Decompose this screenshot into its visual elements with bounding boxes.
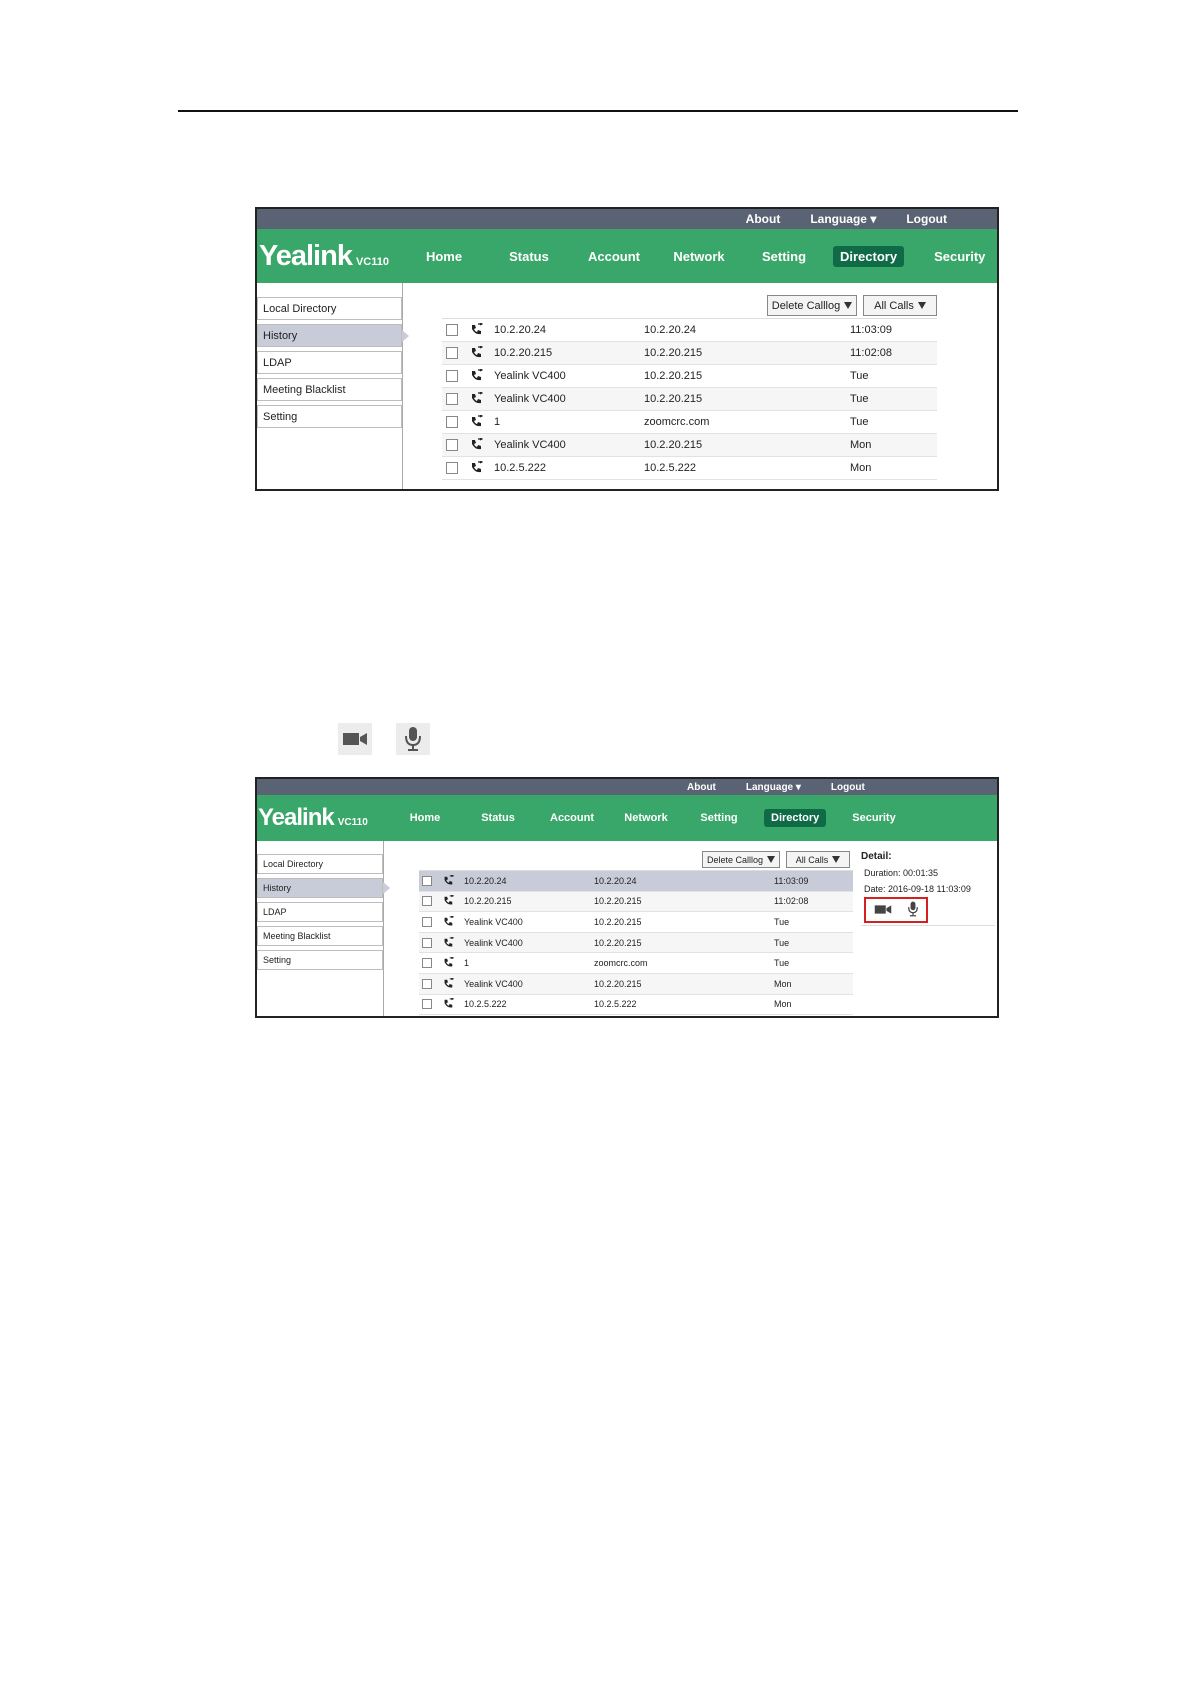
microphone-icon[interactable] — [907, 901, 919, 919]
call-time: Tue — [850, 416, 869, 428]
row-checkbox[interactable] — [446, 462, 458, 474]
history-controls — [767, 295, 937, 316]
table-row[interactable] — [442, 319, 937, 342]
video-camera-icon[interactable] — [874, 904, 892, 917]
call-time: 11:02:08 — [774, 896, 809, 907]
call-time: Mon — [850, 462, 872, 474]
sidebar-item-local-directory[interactable]: Local Directory — [257, 854, 383, 874]
call-log-icon — [432, 937, 464, 949]
dropdown-arrow-icon — [844, 302, 852, 309]
table-row[interactable] — [419, 953, 853, 974]
dropdown-arrow-icon — [767, 856, 775, 863]
call-log-icon — [432, 875, 464, 887]
call-name: Yealink VC400 — [464, 937, 523, 948]
row-checkbox[interactable] — [446, 347, 458, 359]
nav-directory[interactable]: Directory — [833, 246, 904, 267]
call-time: Tue — [774, 937, 790, 948]
call-time: Tue — [774, 916, 790, 927]
call-filter-select[interactable]: All Calls — [863, 295, 937, 316]
call-log-icon — [432, 978, 464, 990]
row-checkbox[interactable] — [422, 917, 432, 927]
call-time: Mon — [774, 999, 792, 1010]
row-checkbox[interactable] — [446, 439, 458, 451]
call-name: 10.2.20.24 — [464, 875, 507, 886]
sidebar-item-setting[interactable]: Setting — [257, 950, 383, 970]
row-checkbox[interactable] — [446, 324, 458, 336]
call-number: 10.2.20.215 — [594, 978, 642, 989]
about-link[interactable]: About — [687, 781, 716, 793]
call-name: 10.2.20.215 — [464, 896, 512, 907]
nav-setting[interactable]: Setting — [761, 248, 807, 264]
call-name: 1 — [494, 416, 501, 428]
nav-account[interactable]: Account — [588, 248, 640, 264]
table-row[interactable] — [419, 995, 853, 1016]
nav-home[interactable]: Home — [425, 248, 463, 264]
call-name: 1 — [464, 958, 470, 969]
history-screenshot-top — [255, 207, 999, 491]
table-row[interactable] — [419, 933, 853, 954]
yealink-logo: Yealink VC110 — [258, 804, 368, 831]
call-number: 10.2.20.24 — [594, 875, 637, 886]
logout-link[interactable]: Logout — [830, 781, 865, 793]
call-time: 11:03:09 — [774, 875, 809, 886]
sidebar-item-meeting-blacklist[interactable]: Meeting Blacklist — [257, 378, 402, 401]
row-checkbox[interactable] — [422, 958, 432, 968]
call-number: zoomcrc.com — [644, 416, 710, 428]
call-name: 10.2.5.222 — [464, 999, 507, 1010]
row-checkbox[interactable] — [422, 876, 432, 886]
call-time: Mon — [774, 978, 792, 989]
sidebar-item-history[interactable]: History — [257, 878, 383, 898]
table-row[interactable] — [419, 974, 853, 995]
history-screenshot-bottom — [255, 777, 999, 1018]
microphone-icon — [396, 723, 430, 755]
delete-calllog-button[interactable]: Delete Calllog — [702, 851, 780, 868]
nav-network[interactable]: Network — [673, 248, 725, 264]
call-filter-select[interactable]: All Calls — [786, 851, 850, 868]
call-time: Tue — [850, 393, 869, 405]
call-detail-panel — [861, 851, 995, 926]
call-log-icon — [458, 392, 494, 406]
main-nav — [257, 795, 997, 841]
yealink-logo: Yealink VC110 — [259, 239, 389, 272]
sidebar-item-meeting-blacklist[interactable]: Meeting Blacklist — [257, 926, 383, 946]
call-number: 10.2.20.215 — [644, 393, 703, 405]
nav-network[interactable]: Network — [624, 812, 668, 824]
call-number: 10.2.20.215 — [594, 896, 642, 907]
call-log-icon — [432, 957, 464, 969]
sidebar — [257, 841, 384, 1016]
call-number: 10.2.20.215 — [644, 347, 703, 359]
call-log-icon — [458, 323, 494, 337]
call-name: Yealink VC400 — [494, 393, 566, 405]
row-checkbox[interactable] — [422, 938, 432, 948]
call-number: 10.2.20.24 — [644, 324, 696, 336]
nav-status[interactable]: Status — [481, 812, 515, 824]
table-row[interactable] — [419, 892, 853, 913]
call-time: 11:02:08 — [850, 347, 893, 359]
call-number: 10.2.20.215 — [644, 439, 703, 451]
history-controls — [702, 851, 850, 868]
language-menu[interactable]: Language ▾ — [810, 212, 877, 226]
table-row[interactable] — [442, 457, 937, 480]
table-row[interactable] — [442, 434, 937, 457]
call-name: Yealink VC400 — [494, 370, 566, 382]
call-time: Mon — [850, 439, 872, 451]
table-row[interactable] — [419, 871, 853, 892]
call-name: 10.2.20.24 — [494, 324, 546, 336]
call-log-icon — [458, 438, 494, 452]
table-row[interactable] — [442, 388, 937, 411]
call-log-icon — [432, 916, 464, 928]
dropdown-arrow-icon — [918, 302, 926, 309]
sidebar-item-ldap[interactable]: LDAP — [257, 902, 383, 922]
call-log-icon — [458, 346, 494, 360]
row-checkbox[interactable] — [446, 416, 458, 428]
main-nav — [257, 229, 997, 283]
call-log-icon — [458, 461, 494, 475]
call-time: Tue — [774, 958, 790, 969]
call-log-icon — [432, 895, 464, 907]
call-name: 10.2.5.222 — [494, 462, 546, 474]
sidebar-item-setting[interactable]: Setting — [257, 405, 402, 428]
call-time: 11:03:09 — [850, 324, 893, 336]
nav-account[interactable]: Account — [550, 812, 594, 824]
logout-link[interactable]: Logout — [906, 212, 947, 226]
call-history-table — [442, 318, 937, 480]
page-header-rule — [178, 110, 1018, 112]
about-link[interactable]: About — [745, 212, 781, 226]
table-row[interactable] — [442, 365, 937, 388]
call-number: 10.2.5.222 — [644, 462, 696, 474]
sidebar-item-ldap[interactable]: LDAP — [257, 351, 402, 374]
detail-duration: Duration: 00:01:35 — [864, 868, 939, 878]
call-log-icon — [458, 415, 494, 429]
call-number: 10.2.20.215 — [644, 370, 703, 382]
row-checkbox[interactable] — [422, 999, 432, 1009]
sidebar-item-local-directory[interactable]: Local Directory — [257, 297, 402, 320]
call-name: 10.2.20.215 — [494, 347, 553, 359]
nav-home[interactable]: Home — [409, 812, 441, 824]
icon-legend — [338, 723, 430, 755]
detail-title: Detail: — [861, 851, 892, 862]
media-download-highlight — [864, 897, 928, 923]
table-row[interactable] — [419, 912, 853, 933]
sidebar — [257, 283, 403, 489]
video-camera-icon — [338, 723, 372, 755]
nav-security[interactable]: Security — [934, 248, 986, 264]
nav-setting[interactable]: Setting — [700, 812, 738, 824]
call-name: Yealink VC400 — [494, 439, 566, 451]
call-log-icon — [432, 998, 464, 1010]
top-bar — [257, 209, 997, 229]
call-time: Tue — [850, 370, 869, 382]
table-row[interactable] — [442, 342, 937, 365]
call-number: 10.2.20.215 — [594, 916, 642, 927]
delete-calllog-button[interactable]: Delete Calllog — [767, 295, 857, 316]
call-number: 10.2.20.215 — [594, 937, 642, 948]
call-number: 10.2.5.222 — [594, 999, 637, 1010]
language-menu[interactable]: Language ▾ — [745, 781, 801, 793]
nav-status[interactable]: Status — [509, 248, 549, 264]
call-name: Yealink VC400 — [464, 978, 523, 989]
call-log-icon — [458, 369, 494, 383]
detail-date: Date: 2016-09-18 11:03:09 — [864, 884, 971, 894]
call-number: zoomcrc.com — [594, 958, 648, 969]
content-area — [257, 283, 997, 489]
sidebar-item-history[interactable]: History — [257, 324, 402, 347]
row-checkbox[interactable] — [422, 896, 432, 906]
dropdown-arrow-icon — [832, 856, 840, 863]
table-row[interactable] — [442, 411, 937, 434]
call-history-table — [419, 870, 853, 1015]
content-area — [257, 841, 997, 1016]
row-checkbox[interactable] — [446, 393, 458, 405]
nav-security[interactable]: Security — [852, 812, 896, 824]
row-checkbox[interactable] — [422, 979, 432, 989]
top-bar — [257, 779, 997, 795]
call-name: Yealink VC400 — [464, 916, 523, 927]
row-checkbox[interactable] — [446, 370, 458, 382]
nav-directory[interactable]: Directory — [764, 809, 826, 827]
